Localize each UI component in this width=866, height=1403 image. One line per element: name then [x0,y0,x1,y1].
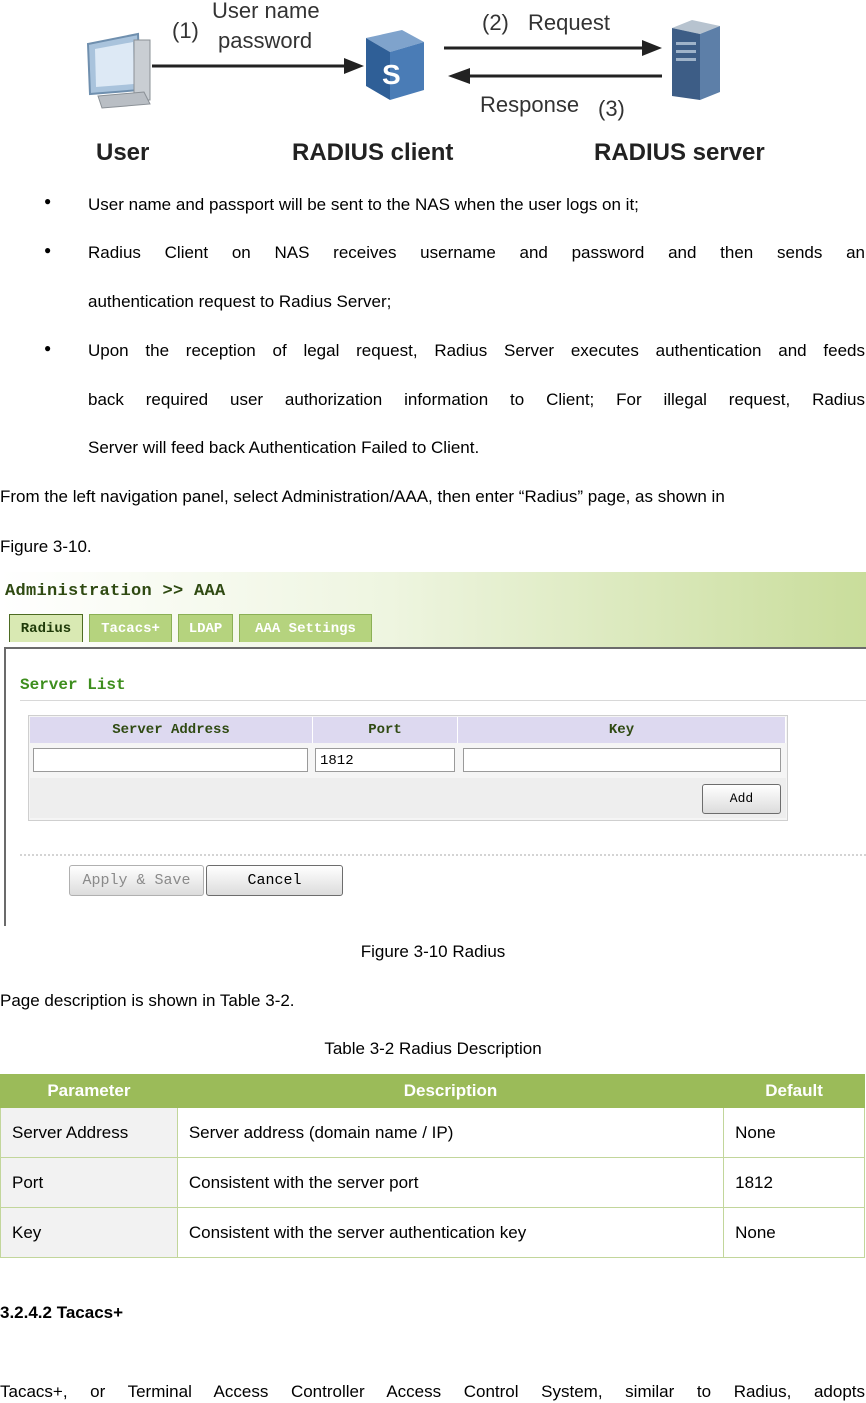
paragraph-tacacs: Tacacs+, or Terminal Access Controller Access Control System, similar to Radius, adopts [0,1382,865,1401]
step1-label-line2: password [218,28,313,53]
bullet-text-2a: Radius Client on NAS receives username and password and then sends an [88,243,865,262]
table-caption: Table 3-2 Radius Description [324,1039,542,1058]
add-button[interactable]: Add [702,784,781,814]
add-row [30,778,786,818]
bullet-text-2b: authentication request to Radius Server; [88,292,392,311]
bullet-icon: ● [44,243,52,257]
cell-description: Consistent with the server port [177,1158,723,1208]
cell-default: None [724,1208,865,1258]
computer-icon [88,34,150,108]
radius-config-screenshot [0,572,866,926]
page-title: Administration >> AAA [5,582,226,601]
key-input[interactable] [463,748,781,772]
cell-parameter: Port [1,1158,178,1208]
switch-letter: S [382,59,401,90]
table-row [1,1158,865,1208]
header-default: Default [724,1075,865,1108]
cell-default: 1812 [724,1158,865,1208]
node-client-label: RADIUS client [292,139,454,166]
bullet-text-3a: Upon the reception of legal request, Radius Server executes authentication and feeds [88,341,865,360]
table-row [1,1108,865,1158]
table-header-row [1,1075,865,1108]
switch-icon [366,30,424,100]
apply-save-button[interactable]: Apply & Save [69,865,204,896]
step2-number: (2) [482,10,509,35]
figure-caption: Figure 3-10 Radius [360,942,506,961]
node-user-label: User [96,139,150,166]
server-icon [672,20,720,100]
bullet-text-3c: Server will feed back Authentication Failed to Client. [88,438,480,457]
divider [20,700,866,701]
radius-description-table [0,1074,865,1258]
section-heading: 3.2.4.2 Tacacs+ [0,1303,124,1322]
page-description: Page description is shown in Table 3-2. [0,991,295,1010]
intro-line-1: From the left navigation panel, select Administration/AAA, then enter “Radius” page, as shown in [0,487,725,506]
cell-description: Consistent with the server authentication key [177,1208,723,1258]
node-server-label: RADIUS server [594,139,765,166]
arrow-server-to-client [448,68,662,84]
column-key: Key [458,717,786,743]
cell-description: Server address (domain name / IP) [177,1108,723,1158]
step3-number: (3) [598,96,625,121]
step3-label: Response [480,92,580,117]
bullet-text-1: User name and passport will be sent to the NAS when the user logs on it; [88,195,639,214]
port-input[interactable]: 1812 [315,748,455,772]
cancel-button[interactable]: Cancel [206,865,343,896]
tab-aaa-settings[interactable]: AAA Settings [239,614,372,642]
tab-tacacs[interactable]: Tacacs+ [89,614,172,642]
intro-line-2: Figure 3-10. [0,537,92,556]
header-description: Description [177,1075,723,1108]
server-address-input[interactable] [33,748,308,772]
server-list-title: Server List [20,676,126,694]
header-parameter: Parameter [1,1075,178,1108]
bullet-text-3b: back required user authorization information to Client; For illegal request, Radius [88,390,865,409]
arrow-user-to-client [152,58,364,74]
tab-ldap[interactable]: LDAP [178,614,233,642]
dotted-divider [20,854,866,856]
table-row [1,1208,865,1258]
bullet-icon: ● [44,341,52,355]
cell-default: None [724,1108,865,1158]
step2-label: Request [528,10,610,35]
step1-number: (1) [172,18,199,43]
column-port: Port [313,717,458,743]
arrow-client-to-server [444,40,662,56]
radius-flow-diagram [84,0,782,172]
cell-parameter: Key [1,1208,178,1258]
tab-radius[interactable]: Radius [9,614,83,642]
cell-parameter: Server Address [1,1108,178,1158]
bullet-icon: ● [44,194,52,208]
column-server-address: Server Address [30,717,313,743]
step1-label-line1: User name [212,0,320,23]
